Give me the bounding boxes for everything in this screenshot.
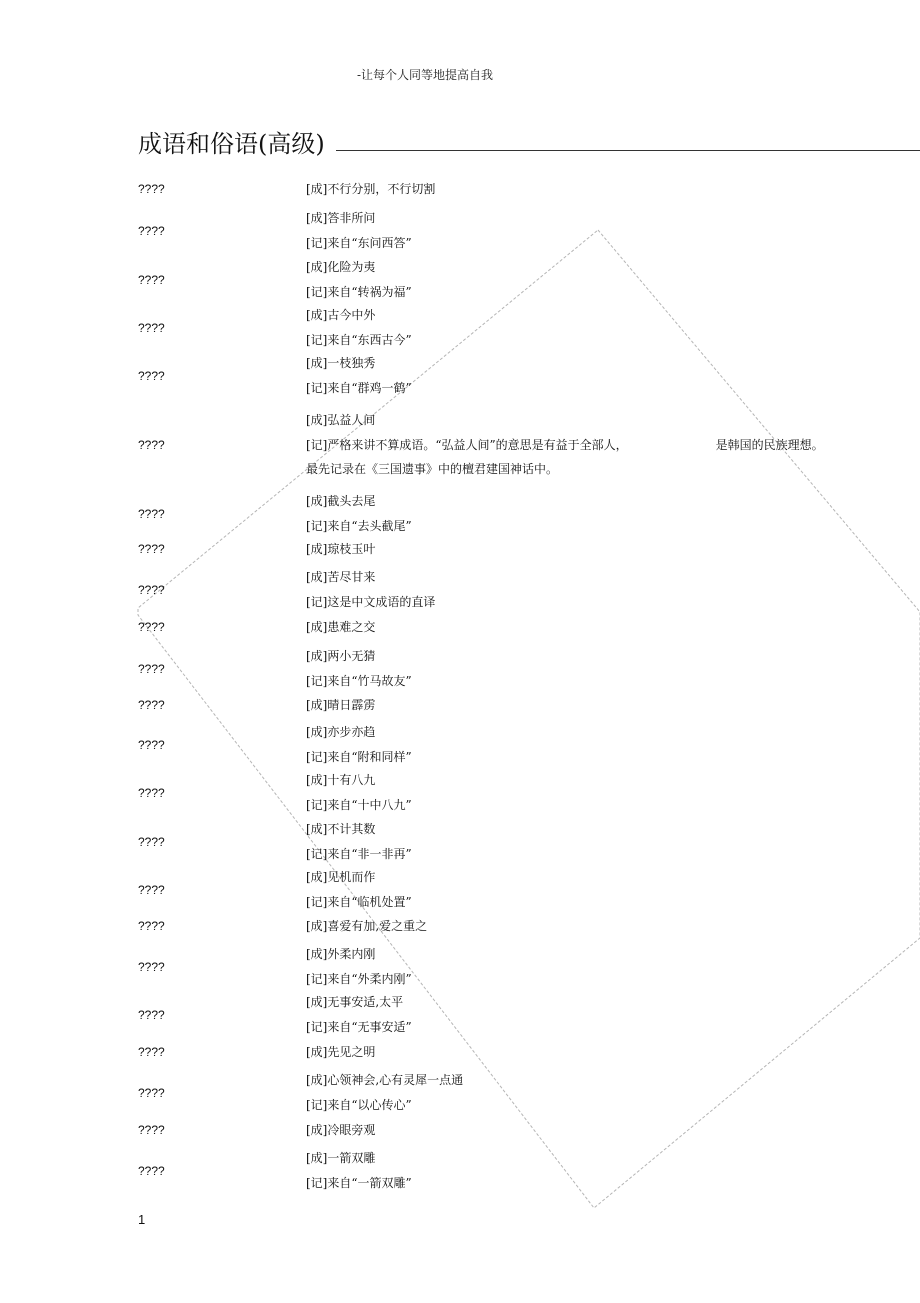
meaning-line: 最先记录在《三国遗事》中的檀君建国神话中。 [306,462,559,476]
entry-definition [306,177,806,202]
korean-term: ???? [138,1045,165,1060]
entry-row [0,489,920,538]
meaning-line: [成]不行分别，不行切割 [306,182,436,196]
entry-definition [306,817,806,866]
entry-row [0,303,920,352]
entry-definition [306,565,806,614]
entry-definition [306,914,806,939]
note-line: [记]来自“附和同样” [306,749,412,764]
korean-term: ???? [138,661,165,676]
entry-definition [306,1040,806,1065]
note-line: [记]来自“外柔内刚” [306,971,412,986]
page-title: 成语和俗语(高级) [138,130,325,158]
entry-definition [306,1068,806,1117]
meaning-line: [成]无事安适,太平 [306,995,404,1009]
meaning-line: [成]截头去尾 [306,494,376,508]
meaning-line: [成]弘益人间 [306,413,376,427]
meaning-line: [成]外柔内刚 [306,947,376,961]
korean-term: ???? [138,506,165,521]
entry-row [0,914,920,939]
page-number: 1 [138,1212,146,1227]
entry-definition [306,206,806,255]
korean-term: ???? [138,320,165,335]
note-line: [记]来自“一箭双雕” [306,1175,412,1190]
entry-row [0,942,920,991]
entry-definition [306,489,806,538]
entry-row [0,990,920,1039]
meaning-line: [成]心领神会,心有灵犀一点通 [306,1073,464,1087]
entry-row [0,351,920,400]
meaning-line: [成]古今中外 [306,308,376,322]
meaning-line: [成]亦步亦趋 [306,725,376,739]
entry-definition [306,865,806,914]
korean-term: ???? [138,1123,165,1138]
note-line-tail: 是韩国的民族理想。 [715,437,824,452]
entry-row [0,644,920,693]
note-line: [记]来自“东西古今” [306,332,412,347]
note-line: [记]严格来讲不算成语。“弘益人间”的意思是有益于全部人， 是韩国的民族理想。 [306,437,824,452]
entry-row [0,177,920,202]
meaning-line: [成]见机而作 [306,870,376,884]
entry-row [0,255,920,304]
korean-term: ???? [138,882,165,897]
meaning-line: [成]苦尽甘来 [306,570,376,584]
entry-definition [306,720,806,769]
entry-definition [306,693,806,718]
korean-term: ???? [138,834,165,849]
note-line: [记]来自“非一非再” [306,846,412,861]
note-line: [记]来自“临机处置” [306,894,412,909]
note-line: [记]来自“东问西答” [306,235,412,250]
meaning-line: [成]琼枝玉叶 [306,542,376,556]
korean-term: ???? [138,1085,165,1100]
note-line: [记]来自“十中八九” [306,797,412,812]
korean-term: ???? [138,582,165,597]
meaning-line: [成]晴日霹雳 [306,698,376,712]
meaning-line: [成]十有八九 [306,773,376,787]
note-line: [记]这是中文成语的直译 [306,594,436,609]
korean-term: ???? [138,437,165,452]
note-line: [记]来自“竹马故友” [306,673,412,688]
korean-term: ???? [138,919,165,934]
korean-term: ???? [138,1007,165,1022]
note-line: [记]来自“群鸡一鹤” [306,380,412,395]
meaning-line: [成]不计其数 [306,822,376,836]
entry-row [0,615,920,640]
entry-definition [306,537,806,562]
entry-row [0,865,920,914]
korean-term: ???? [138,737,165,752]
note-line: [记]来自“无事安适” [306,1019,412,1034]
entry-definition [306,644,806,693]
korean-term: ???? [138,1163,165,1178]
entry-row [0,768,920,817]
running-header: -让每个人同等地提高自我 [357,68,494,82]
title-underline [336,150,920,151]
entry-row [0,206,920,255]
korean-term: ???? [138,959,165,974]
meaning-line: [成]一箭双雕 [306,1151,376,1165]
meaning-line: [成]冷眼旁观 [306,1123,376,1137]
entry-row [0,817,920,866]
entry-definition [306,1118,806,1143]
note-line: [记]来自“去头截尾” [306,518,412,533]
entry-definition [306,303,806,352]
entry-definition [306,255,806,304]
entry-definition [306,990,806,1039]
entry-definition [306,615,806,640]
meaning-line: [成]一枝独秀 [306,356,376,370]
korean-term: ???? [138,542,165,557]
meaning-line: [成]先见之明 [306,1045,376,1059]
note-line: [记]来自“以心传心” [306,1097,412,1112]
entry-row [0,1118,920,1143]
korean-term: ???? [138,182,165,197]
korean-term: ???? [138,620,165,635]
entry-definition [306,1146,806,1195]
meaning-line: [成]患难之交 [306,620,376,634]
meaning-line: [成]答非所问 [306,211,376,225]
korean-term: ???? [138,698,165,713]
meaning-line: [成]化险为夷 [306,260,376,274]
entry-definition [306,408,824,482]
korean-term: ???? [138,272,165,287]
meaning-line: [成]两小无猜 [306,649,376,663]
entry-row [0,408,920,482]
entry-row [0,1040,920,1065]
entry-row [0,537,920,562]
entry-row [0,565,920,614]
entry-row [0,693,920,718]
entry-definition [306,768,806,817]
note-line: [记]来自“转祸为福” [306,284,412,299]
meaning-line: [成]喜爱有加,爱之重之 [306,919,428,933]
entry-definition [306,942,806,991]
korean-term: ???? [138,368,165,383]
entry-row [0,1146,920,1195]
entry-row [0,720,920,769]
entry-row [0,1068,920,1117]
korean-term: ???? [138,223,165,238]
entry-definition [306,351,806,400]
korean-term: ???? [138,785,165,800]
